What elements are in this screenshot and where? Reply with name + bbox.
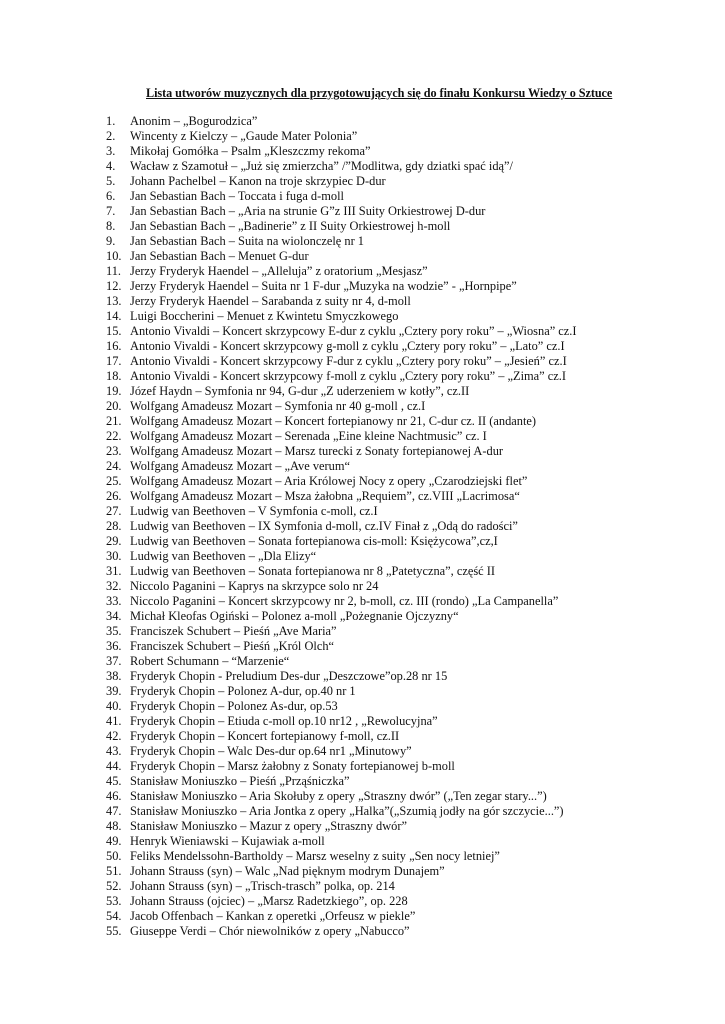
- list-item: [106, 759, 577, 774]
- list-item: [106, 669, 577, 684]
- list-item: [106, 339, 577, 354]
- list-item-text: Franciszek Schubert – Pieśń „Król Olch“: [130, 639, 335, 653]
- list-item-number: 33.: [106, 594, 122, 608]
- list-item-number: 23.: [106, 444, 122, 458]
- list-item-text: Mikołaj Gomółka – Psalm „Kleszczmy rekoma”: [130, 144, 371, 158]
- list-item-number: 40.: [106, 699, 122, 713]
- list-item: [106, 414, 577, 429]
- list-item-number: 2.: [106, 129, 116, 143]
- list-item-text: Franciszek Schubert – Pieśń „Ave Maria”: [130, 624, 337, 638]
- works-list: [106, 114, 577, 939]
- list-item: [106, 864, 577, 879]
- list-item-text: Johann Pachelbel – Kanon na troje skrzypiec D-dur: [130, 174, 386, 188]
- list-item-number: 34.: [106, 609, 122, 623]
- document-title: Lista utworów muzycznych dla przygotowujących się do finału Konkursu Wiedzy o Sztuce: [146, 86, 613, 100]
- list-item-text: Jan Sebastian Bach – „Aria na strunie G”z III Suity Orkiestrowej D-dur: [130, 204, 486, 218]
- list-item-text: Jan Sebastian Bach – Menuet G-dur: [130, 249, 309, 263]
- list-item-number: 27.: [106, 504, 122, 518]
- list-item: [106, 894, 577, 909]
- list-item: [106, 639, 577, 654]
- list-item: [106, 489, 577, 504]
- list-item-text: Fryderyk Chopin – Koncert fortepianowy f-moll, cz.II: [130, 729, 400, 743]
- list-item: [106, 324, 577, 339]
- list-item: [106, 309, 577, 324]
- list-item-text: Johann Strauss (ojciec) – „Marsz Radetzkiego”, op. 228: [130, 894, 408, 908]
- list-item: [106, 294, 577, 309]
- list-item-text: Johann Strauss (syn) – „Trisch-trasch” polka, op. 214: [130, 879, 395, 893]
- list-item-number: 20.: [106, 399, 122, 413]
- list-item-number: 55.: [106, 924, 122, 938]
- list-item-text: Antonio Vivaldi - Koncert skrzypcowy F-dur z cyklu „Cztery pory roku” – „Jesień” cz.I: [130, 354, 567, 368]
- list-item-text: Fryderyk Chopin – Walc Des-dur op.64 nr1 „Minutowy”: [130, 744, 412, 758]
- list-item: [106, 579, 577, 594]
- list-item-number: 44.: [106, 759, 122, 773]
- list-item-text: Antonio Vivaldi - Koncert skrzypcowy g-moll z cyklu „Cztery pory roku” – „Lato” cz.I: [130, 339, 565, 353]
- list-item-number: 10.: [106, 249, 122, 263]
- list-item-number: 18.: [106, 369, 122, 383]
- list-item-text: Niccolo Paganini – Koncert skrzypcowy nr 2, b-moll, cz. III (rondo) „La Campanella”: [130, 594, 559, 608]
- list-item-number: 1.: [106, 114, 116, 128]
- list-item: [106, 684, 577, 699]
- list-item: [106, 264, 577, 279]
- list-item: [106, 654, 577, 669]
- list-item-number: 38.: [106, 669, 122, 683]
- list-item-number: 9.: [106, 234, 116, 248]
- list-item-text: Jerzy Fryderyk Haendel – Sarabanda z suity nr 4, d-moll: [130, 294, 411, 308]
- list-item-number: 16.: [106, 339, 122, 353]
- list-item-text: Robert Schumann – “Marzenie“: [130, 654, 290, 668]
- list-item-number: 11.: [106, 264, 122, 278]
- list-item-number: 49.: [106, 834, 122, 848]
- list-item-text: Wolfgang Amadeusz Mozart – „Ave verum“: [130, 459, 351, 473]
- list-item-text: Luigi Boccherini – Menuet z Kwintetu Smyczkowego: [130, 309, 399, 323]
- list-item-number: 46.: [106, 789, 122, 803]
- list-item-text: Stanisław Moniuszko – Mazur z opery „Straszny dwór”: [130, 819, 408, 833]
- list-item: [106, 204, 577, 219]
- list-item: [106, 174, 577, 189]
- list-item-number: 8.: [106, 219, 116, 233]
- list-item: [106, 249, 577, 264]
- list-item: [106, 564, 577, 579]
- list-item-number: 52.: [106, 879, 122, 893]
- list-item-number: 29.: [106, 534, 122, 548]
- list-item: [106, 519, 577, 534]
- list-item: [106, 594, 577, 609]
- list-item-number: 12.: [106, 279, 122, 293]
- list-item-text: Stanisław Moniuszko – Aria Jontka z opery „Halka”(„Szumią jodły na gór szczycie...”): [130, 804, 564, 818]
- list-item-text: Wacław z Szamotuł – „Już się zmierzcha” /”Modlitwa, gdy dziatki spać idą”/: [130, 159, 513, 173]
- list-item-number: 17.: [106, 354, 122, 368]
- list-item-number: 35.: [106, 624, 122, 638]
- list-item-text: Jan Sebastian Bach – Suita na wiolonczelę nr 1: [130, 234, 364, 248]
- list-item-text: Wolfgang Amadeusz Mozart – Marsz turecki z Sonaty fortepianowej A-dur: [130, 444, 504, 458]
- list-item-text: Ludwig van Beethoven – IX Symfonia d-moll, cz.IV Finał z „Odą do radości”: [130, 519, 518, 533]
- list-item: [106, 159, 577, 174]
- list-item: [106, 534, 577, 549]
- list-item: [106, 819, 577, 834]
- list-item-number: 3.: [106, 144, 116, 158]
- list-item-text: Anonim – „Bogurodzica”: [130, 114, 258, 128]
- list-item: [106, 354, 577, 369]
- list-item-number: 14.: [106, 309, 122, 323]
- list-item-number: 24.: [106, 459, 122, 473]
- list-item: [106, 729, 577, 744]
- list-item-text: Ludwig van Beethoven – Sonata fortepianowa nr 8 „Patetyczna”, część II: [130, 564, 496, 578]
- list-item: [106, 444, 577, 459]
- list-item-text: Jan Sebastian Bach – Toccata i fuga d-moll: [130, 189, 344, 203]
- list-item-number: 7.: [106, 204, 116, 218]
- list-item: [106, 369, 577, 384]
- list-item: [106, 429, 577, 444]
- list-item: [106, 219, 577, 234]
- list-item-number: 43.: [106, 744, 122, 758]
- list-item-text: Giuseppe Verdi – Chór niewolników z opery „Nabucco”: [130, 924, 410, 938]
- list-item: [106, 699, 577, 714]
- list-item: [106, 399, 577, 414]
- list-item-number: 32.: [106, 579, 122, 593]
- list-item-text: Jerzy Fryderyk Haendel – Suita nr 1 F-dur „Muzyka na wodzie” - „Hornpipe”: [130, 279, 517, 293]
- list-item-number: 51.: [106, 864, 122, 878]
- list-item-number: 30.: [106, 549, 122, 563]
- list-item: [106, 474, 577, 489]
- list-item-text: Wolfgang Amadeusz Mozart – Symfonia nr 40 g-moll , cz.I: [130, 399, 426, 413]
- list-item-text: Fryderyk Chopin – Polonez As-dur, op.53: [130, 699, 338, 713]
- list-item-text: Stanisław Moniuszko – Pieśń „Prząśniczka”: [130, 774, 350, 788]
- list-item-text: Ludwig van Beethoven – „Dla Elizy“: [130, 549, 317, 563]
- list-item-text: Niccolo Paganini – Kaprys na skrzypce solo nr 24: [130, 579, 379, 593]
- list-item-text: Ludwig van Beethoven – V Symfonia c-moll, cz.I: [130, 504, 378, 518]
- list-item-number: 50.: [106, 849, 122, 863]
- list-item: [106, 909, 577, 924]
- list-item: [106, 234, 577, 249]
- list-item: [106, 774, 577, 789]
- list-item-text: Johann Strauss (syn) – Walc „Nad pięknym modrym Dunajem”: [130, 864, 445, 878]
- list-item-text: Józef Haydn – Symfonia nr 94, G-dur „Z uderzeniem w kotły”, cz.II: [130, 384, 470, 398]
- list-item-number: 31.: [106, 564, 122, 578]
- list-item-number: 53.: [106, 894, 122, 908]
- list-item-number: 4.: [106, 159, 116, 173]
- list-item: [106, 924, 577, 939]
- list-item-number: 36.: [106, 639, 122, 653]
- list-item: [106, 714, 577, 729]
- list-item-number: 25.: [106, 474, 122, 488]
- list-item-number: 13.: [106, 294, 122, 308]
- list-item: [106, 549, 577, 564]
- list-item-number: 22.: [106, 429, 122, 443]
- list-item-text: Wincenty z Kielczy – „Gaude Mater Polonia”: [130, 129, 358, 143]
- list-item-text: Fryderyk Chopin – Etiuda c-moll op.10 nr12 , „Rewolucyjna”: [130, 714, 438, 728]
- list-item: [106, 144, 577, 159]
- list-item-text: Wolfgang Amadeusz Mozart – Serenada „Eine kleine Nachtmusic” cz. I: [130, 429, 487, 443]
- list-item-number: 26.: [106, 489, 122, 503]
- list-item-number: 19.: [106, 384, 122, 398]
- list-item-text: Stanisław Moniuszko – Aria Skołuby z opery „Straszny dwór” („Ten zegar stary...”): [130, 789, 547, 803]
- list-item: [106, 609, 577, 624]
- list-item: [106, 129, 577, 144]
- list-item: [106, 834, 577, 849]
- list-item-text: Wolfgang Amadeusz Mozart – Aria Królowej Nocy z opery „Czarodziejski flet”: [130, 474, 528, 488]
- list-item-text: Antonio Vivaldi – Koncert skrzypcowy E-dur z cyklu „Cztery pory roku” – „Wiosna” cz.I: [130, 324, 577, 338]
- list-item-number: 5.: [106, 174, 116, 188]
- list-item-text: Fryderyk Chopin – Marsz żałobny z Sonaty fortepianowej b-moll: [130, 759, 455, 773]
- list-item-text: Fryderyk Chopin – Polonez A-dur, op.40 nr 1: [130, 684, 356, 698]
- list-item-number: 42.: [106, 729, 122, 743]
- list-item-number: 48.: [106, 819, 122, 833]
- list-item: [106, 189, 577, 204]
- list-item-number: 37.: [106, 654, 122, 668]
- list-item: [106, 879, 577, 894]
- list-item-number: 54.: [106, 909, 122, 923]
- list-item-text: Ludwig van Beethoven – Sonata fortepianowa cis-moll: Księżycowa”,cz,I: [130, 534, 498, 548]
- list-item-text: Antonio Vivaldi - Koncert skrzypcowy f-moll z cyklu „Cztery pory roku” – „Zima” cz.I: [130, 369, 567, 383]
- list-item-text: Henryk Wieniawski – Kujawiak a-moll: [130, 834, 325, 848]
- list-item-text: Feliks Mendelssohn-Bartholdy – Marsz weselny z suity „Sen nocy letniej”: [130, 849, 500, 863]
- list-item-number: 15.: [106, 324, 122, 338]
- list-item: [106, 279, 577, 294]
- list-item-number: 39.: [106, 684, 122, 698]
- list-item: [106, 114, 577, 129]
- list-item: [106, 384, 577, 399]
- list-item-number: 47.: [106, 804, 122, 818]
- list-item-text: Jacob Offenbach – Kankan z operetki „Orfeusz w piekle”: [130, 909, 416, 923]
- list-item-text: Fryderyk Chopin - Preludium Des-dur „Deszczowe”op.28 nr 15: [130, 669, 448, 683]
- list-item: [106, 459, 577, 474]
- list-item: [106, 849, 577, 864]
- list-item: [106, 804, 577, 819]
- list-item-number: 45.: [106, 774, 122, 788]
- list-item: [106, 789, 577, 804]
- list-item-text: Wolfgang Amadeusz Mozart – Koncert fortepianowy nr 21, C-dur cz. II (andante): [130, 414, 537, 428]
- list-item-number: 21.: [106, 414, 122, 428]
- list-item-text: Jerzy Fryderyk Haendel – „Alleluja” z oratorium „Mesjasz”: [130, 264, 428, 278]
- list-item-text: Wolfgang Amadeusz Mozart – Msza żałobna „Requiem”, cz.VIII „Lacrimosa“: [130, 489, 520, 503]
- list-item: [106, 504, 577, 519]
- list-item-number: 6.: [106, 189, 116, 203]
- list-item-number: 28.: [106, 519, 122, 533]
- list-item-number: 41.: [106, 714, 122, 728]
- list-item: [106, 624, 577, 639]
- list-item-text: Jan Sebastian Bach – „Badinerie” z II Suity Orkiestrowej h-moll: [130, 219, 451, 233]
- list-item: [106, 744, 577, 759]
- list-item-text: Michał Kleofas Ogiński – Polonez a-moll „Pożegnanie Ojczyzny“: [130, 609, 459, 623]
